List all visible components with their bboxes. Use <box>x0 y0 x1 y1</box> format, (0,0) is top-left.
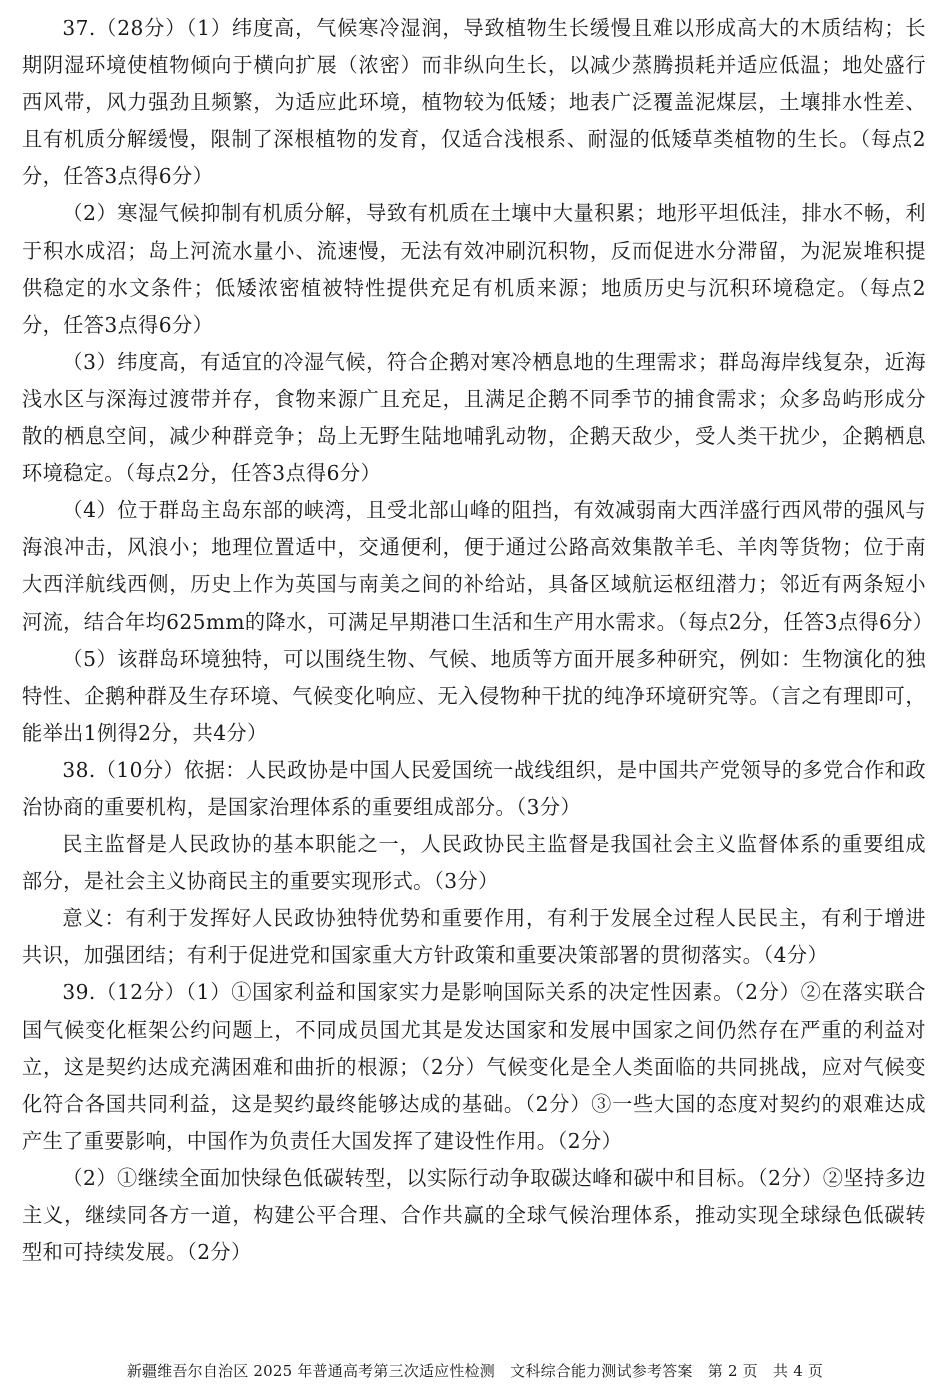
page-footer: 新疆维吾尔自治区 2025 年普通高考第三次适应性检测 文科综合能力测试参考答案 第 2 页 共 4 页 <box>126 1362 824 1380</box>
q38-supervision-answer: 民主监督是人民政协的基本职能之一，人民政协民主监督是我国社会主义监督体系的重要组成部分，是社会主义协商民主的重要实现形式。（3分） <box>22 832 926 894</box>
q37-part1-answer: 37.（28分）（1）纬度高，气候寒冷湿润，导致植物生长缓慢且难以形成高大的木质结构；长期阴湿环境使植物倾向于横向扩展（浓密）而非纵向生长，以减少蒸腾损耗并适应低温；地处盛行西风带，风力强劲且频繁，为适应此环境，植物较为低矮；地表广泛覆盖泥煤层，土壤排水性差、且有机质分解缓慢，限制了深根植物的发育，仅适合浅根系、耐湿的低矮草类植物的生长。（每点2分，任答3点得6分） <box>22 16 926 189</box>
q37-part4-answer: （4）位于群岛主岛东部的峡湾，且受北部山峰的阻挡，有效减弱南大西洋盛行西风带的强风与海浪冲击，风浪小；地理位置适中，交通便利，便于通过公路高效集散羊毛、羊肉等货物；位于南大西洋航线西侧，历史上作为英国与南美之间的补给站，具备区域航运枢纽潜力；邻近有两条短小河流，结合年均625mm的降水，可满足早期港口生活和生产用水需求。（每点2分，任答3点得6分） <box>22 498 934 634</box>
q38-significance-answer: 意义：有利于发挥好人民政协独特优势和重要作用，有利于发展全过程人民民主，有利于增进共识，加强团结；有利于促进党和国家重大方针政策和重要决策部署的贯彻落实。（4分） <box>22 906 926 968</box>
q37-part2-answer: （2）寒湿气候抑制有机质分解，导致有机质在土壤中大量积累；地形平坦低洼，排水不畅，利于积水成沼；岛上河流水量小、流速慢，无法有效冲刷沉积物，反而促进水分滞留，为泥炭堆积提供稳定的水文条件；低矮浓密植被特性提供充足有机质来源；地质历史与沉积环境稳定。（每点2分，任答3点得6分） <box>22 201 926 337</box>
q38-basis-answer: 38.（10分）依据：人民政协是中国人民爱国统一战线组织，是中国共产党领导的多党合作和政治协商的重要机构，是国家治理体系的重要组成部分。（3分） <box>22 757 926 819</box>
q37-part3-answer: （3）纬度高，有适宜的冷湿气候，符合企鹅对寒冷栖息地的生理需求；群岛海岸线复杂，近海浅水区与深海过渡带并存，食物来源广且充足，且满足企鹅不同季节的捕食需求；众多岛屿形成分散的栖息空间，减少种群竞争；岛上无野生陆地哺乳动物，企鹅天敌少，受人类干扰少，企鹅栖息环境稳定。（每点2分，任答3点得6分） <box>22 349 926 486</box>
q37-part5-answer: （5）该群岛环境独特，可以围绕生物、气候、地质等方面开展多种研究，例如：生物演化的独特性、企鹅种群及生存环境、气候变化响应、无入侵物种干扰的纯净环境研究等。（言之有理即可，能举出1例得2分，共4分） <box>22 646 926 745</box>
q39-part1-answer: 39.（12分）（1）①国家利益和国家实力是影响国际关系的决定性因素。（2分）②在落实联合国气候变化框架公约问题上，不同成员国尤其是发达国家和发展中国家之间仍然存在严重的利益对立，这是契约达成充满困难和曲折的根源；（2分）气候变化是全人类面临的共同挑战，应对气候变化符合各国共同利益，这是契约最终能够达成的基础。（2分）③一些大国的态度对契约的艰难达成产生了重要影响，中国作为负责任大国发挥了建设性作用。（2分） <box>22 980 926 1153</box>
q39-part2-answer: （2）①继续全面加快绿色低碳转型，以实际行动争取碳达峰和碳中和目标。（2分）②坚持多边主义，继续同各方一道，构建公平合理、合作共赢的全球气候治理体系，推动实现全球绿色低碳转型和可持续发展。（2分） <box>22 1165 926 1265</box>
